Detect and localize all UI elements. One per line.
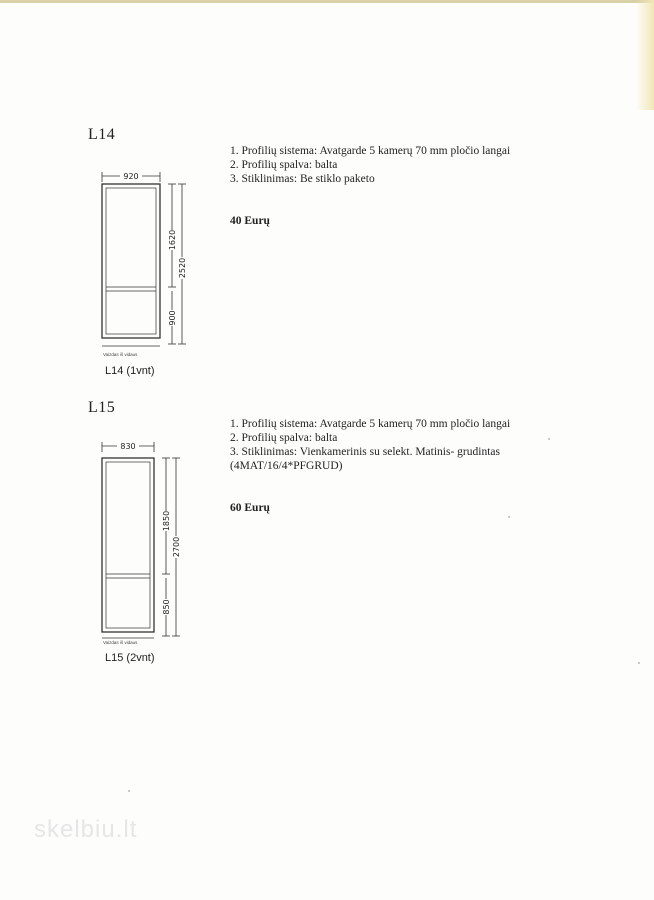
dim-upper-l15: 1850: [162, 510, 171, 532]
dim-upper-l14: 1620: [168, 229, 177, 251]
scan-top-edge: [0, 0, 654, 3]
scan-speck: [128, 790, 130, 792]
spec-list-l15: [230, 417, 510, 473]
view-note-l14: Vaizdas iš vidaus: [103, 352, 138, 357]
window-drawing-l15: [96, 436, 196, 646]
spec-item: 2. Profilių spalva: balta: [230, 159, 338, 171]
caption-l15: L15 (2vnt): [105, 652, 155, 664]
caption-l14: L14 (1vnt): [105, 365, 155, 377]
price-l14: 40 Eurų: [230, 215, 270, 227]
spec-item: 1. Profilių sistema: Avatgarde 5 kamerų 70 mm pločio langai: [230, 145, 511, 157]
spec-item: 2. Profilių spalva: balta: [230, 432, 338, 444]
dim-total-l15: 2700: [172, 536, 181, 558]
spec-list-l14: [230, 144, 510, 186]
window-frame: [102, 184, 160, 338]
price-l15: 60 Eurų: [230, 502, 270, 514]
dim-width-l15: 830: [120, 442, 136, 451]
scan-speck: [508, 516, 510, 518]
spec-item: 3. Stiklinimas: Vienkamerinis su selekt. Matinis- grudintas: [230, 446, 500, 458]
spec-item: 3. Stiklinimas: Be stiklo paketo: [230, 173, 375, 185]
scan-right-edge: [636, 0, 654, 110]
watermark: skelbiu.lt: [34, 816, 138, 843]
dim-lower-l14: 900: [168, 310, 177, 326]
dim-total-l14: 2520: [178, 257, 187, 279]
scan-speck: [548, 438, 550, 440]
spec-item: 1. Profilių sistema: Avatgarde 5 kamerų 70 mm pločio langai: [230, 418, 511, 430]
section-title-l14: L14: [88, 126, 116, 143]
scan-speck: [638, 662, 640, 664]
view-note-l15: Vaizdas iš vidaus: [103, 640, 138, 645]
dim-lower-l15: 850: [162, 599, 171, 615]
window-frame: [102, 458, 154, 632]
window-drawing-l14: [96, 166, 196, 356]
dim-width-l14: 920: [123, 172, 139, 181]
section-title-l15: L15: [88, 399, 116, 416]
spec-item: (4MAT/16/4*PFGRUD): [230, 460, 343, 472]
